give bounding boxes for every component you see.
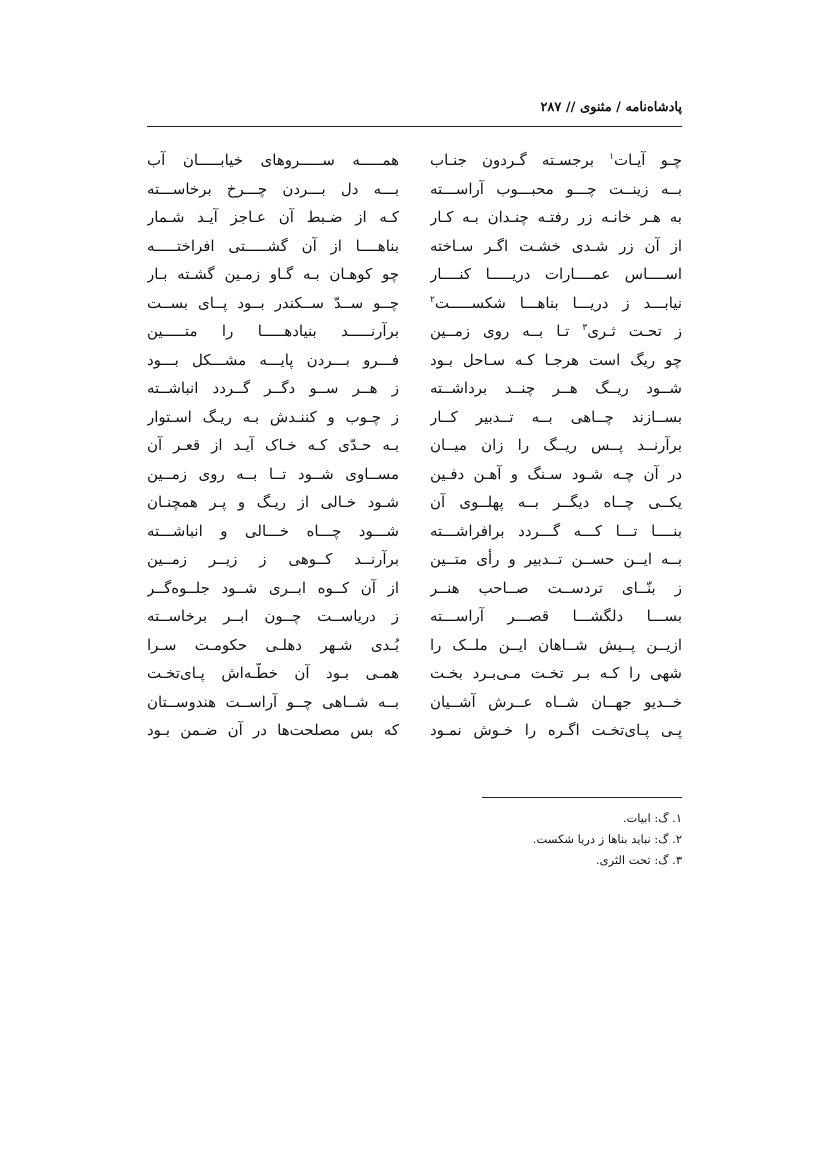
verse-row [147, 631, 682, 660]
verse-row [147, 460, 682, 489]
hemistich-second: از آن کــوه ابــری شــود جلــوه‌گــر [147, 578, 399, 597]
hemistich-text: چو ریگ است هرجـا کـه سـاحل بـود [430, 350, 682, 369]
hemistich-text-rest: برجسـته گـردون جنـاب [430, 151, 610, 170]
footnote-2: ۲. گ: نباید بناها ز دریا شکست. [532, 832, 682, 846]
hemistich-first [430, 236, 682, 256]
verse-row [147, 289, 682, 318]
hemistich-text: چـو آیـات [614, 151, 682, 170]
hemistich-first [430, 350, 682, 370]
hemistich-second: برآرنـــــد بنیادهـــــا را متـــــین [147, 322, 399, 341]
hemistich-first [430, 150, 682, 170]
hemistich-text: از آن زر شـدی خشـت اگـر سـاخته [430, 236, 682, 255]
hemistich-second: کـه از ضـبط آن عـاجز آیـد شـمار [147, 208, 399, 227]
hemistich-text: خــدیو جهــان شــاه عــرش آشــیان [430, 692, 682, 711]
running-header: پادشاه‌نامه / مثنوی // ۲۸۷ [540, 100, 682, 115]
hemistich-second: شـــود چـــاه خـــالی و انباشـــته [147, 521, 399, 540]
footnote-marker[interactable]: ۳ [582, 323, 588, 334]
hemistich-text: اســــاس عمــــارات دریـــــا کنــــار [430, 265, 682, 284]
footnote-3: ۳. گ: تحت الثری. [595, 853, 682, 867]
hemistich-second: چو کوهـان بـه گـاو زمـین گشـته بـار [147, 265, 399, 284]
verse-row [147, 175, 682, 204]
header-divider [147, 126, 682, 127]
hemistich-second: برآرنــد کــوهی ز زیــر زمــین [147, 550, 399, 569]
hemistich-second: شـود خـالی از ریـگ و پـر همچنـان [147, 493, 399, 512]
verse-row [147, 574, 682, 603]
hemistich-second: بـــه دل بـــردن چـــرخ برخاســـته [147, 179, 399, 198]
hemistich-first [430, 293, 682, 313]
hemistich-second: بـه حـدّی کـه خـاک آیـد از قعـر آن [147, 436, 399, 455]
verse-row [147, 346, 682, 375]
hemistich-second: همـــــه ســـــروهای خیابـــــان آب [147, 151, 399, 170]
footnote-marker[interactable]: ۱ [609, 152, 614, 163]
hemistich-second: چــو ســدّ ســکندر بــود پــای بســت [147, 293, 399, 312]
hemistich-text: نیابـــد ز دریـــا بناهـــا شکســـــت [434, 293, 682, 312]
hemistich-first [430, 635, 682, 655]
footnote-divider [482, 797, 682, 798]
hemistich-second: بناهــــا از آن گشـــــتی افراختـــــه [147, 236, 399, 255]
poem-body [147, 146, 682, 745]
hemistich-text: بســـا دلگشـــا قصـــر آراســـته [430, 607, 682, 626]
hemistich-first [430, 264, 682, 284]
verse-row [147, 545, 682, 574]
verse-row [147, 517, 682, 546]
verse-row [147, 688, 682, 717]
hemistich-first [430, 464, 682, 484]
verse-row [147, 488, 682, 517]
hemistich-second: ز چـوب و کننـدش بـه ریـگ اسـتوار [147, 407, 399, 426]
hemistich-text: به هـر خانـه زر رفتـه چنـدان بـه کـار [430, 208, 682, 227]
hemistich-text: بســازند چــاهی بــه تــدبیر کــار [430, 407, 682, 426]
verse-row [147, 403, 682, 432]
hemistich-first [430, 521, 682, 541]
verse-row [147, 260, 682, 289]
hemistich-text: ازیــن پــیش شــاهان ایــن ملــک را [430, 635, 682, 654]
hemistich-text: پـی پـای‌تخـت اگـره را خـوش نمـود [430, 721, 682, 740]
hemistich-second: که بس مصلحت‌ها در آن ضـمن بـود [147, 721, 399, 740]
footnote-1: ۱. گ: ابیات. [622, 811, 682, 825]
hemistich-second: فـــرو بـــردن پایـــه مشـــکل بـــود [147, 350, 399, 369]
hemistich-first [430, 435, 682, 455]
hemistich-first [430, 492, 682, 512]
hemistich-text: شــود ریــگ هــر چنــد برداشــته [430, 379, 682, 398]
hemistich-first [430, 692, 682, 712]
hemistich-text: شهی را کـه بـر تخـت مـی‌بـرد بخـت [430, 664, 682, 683]
footnote-marker[interactable]: ۲ [430, 294, 435, 305]
hemistich-first [430, 207, 682, 227]
hemistich-first [430, 663, 682, 683]
hemistich-first [430, 549, 682, 569]
hemistich-text: بــه ایــن حســن تــدبیر و رأی متــین [430, 550, 682, 569]
verse-row [147, 602, 682, 631]
hemistich-second: مســاوی شــود تــا بــه روی زمــین [147, 464, 399, 483]
hemistich-text-rest: تـا بــه روی زمــین [430, 322, 583, 341]
hemistich-first [430, 378, 682, 398]
verse-row [147, 659, 682, 688]
hemistich-text: ز تحـت ثـری [587, 322, 682, 341]
hemistich-first [430, 179, 682, 199]
verse-row [147, 146, 682, 175]
hemistich-second: بُـدی شـهر دهلـی حکومـت سـرا [147, 635, 399, 654]
hemistich-second: همـی بـود آن خطّـه‌اش پـای‌تخـت [147, 664, 399, 683]
hemistich-first [430, 578, 682, 598]
hemistich-first [430, 606, 682, 626]
verse-row [147, 317, 682, 346]
hemistich-first [430, 321, 682, 341]
hemistich-text: بنــــا تـــا کـــه گـــردد برافراشـــته [430, 521, 682, 540]
hemistich-text: بــه زینــت چـــو محبـــوب آراســـته [430, 179, 682, 198]
hemistich-second: ز هــر ســو دگــر گــردد انباشــته [147, 379, 399, 398]
footnotes [447, 808, 682, 871]
hemistich-second: ز دریاســت چــون ابــر برخاســته [147, 607, 399, 626]
hemistich-first [430, 407, 682, 427]
hemistich-first [430, 720, 682, 740]
verse-row [147, 431, 682, 460]
verse-row [147, 716, 682, 745]
verse-row [147, 203, 682, 232]
hemistich-text: یکــی چــاه دیگــر بــه پهلــوی آن [430, 493, 682, 512]
hemistich-text: ز بنّــای تردســت صــاحب هنــر [430, 578, 682, 597]
hemistich-text: برآرنــد پــس ریــگ را زان میــان [430, 436, 682, 455]
hemistich-second: بــه شــاهی چــو آراســت هندوســتان [147, 692, 399, 711]
verse-row [147, 232, 682, 261]
verse-row [147, 374, 682, 403]
hemistich-text: در آن چـه شـود سـنگ و آهـن دفـین [430, 464, 682, 483]
